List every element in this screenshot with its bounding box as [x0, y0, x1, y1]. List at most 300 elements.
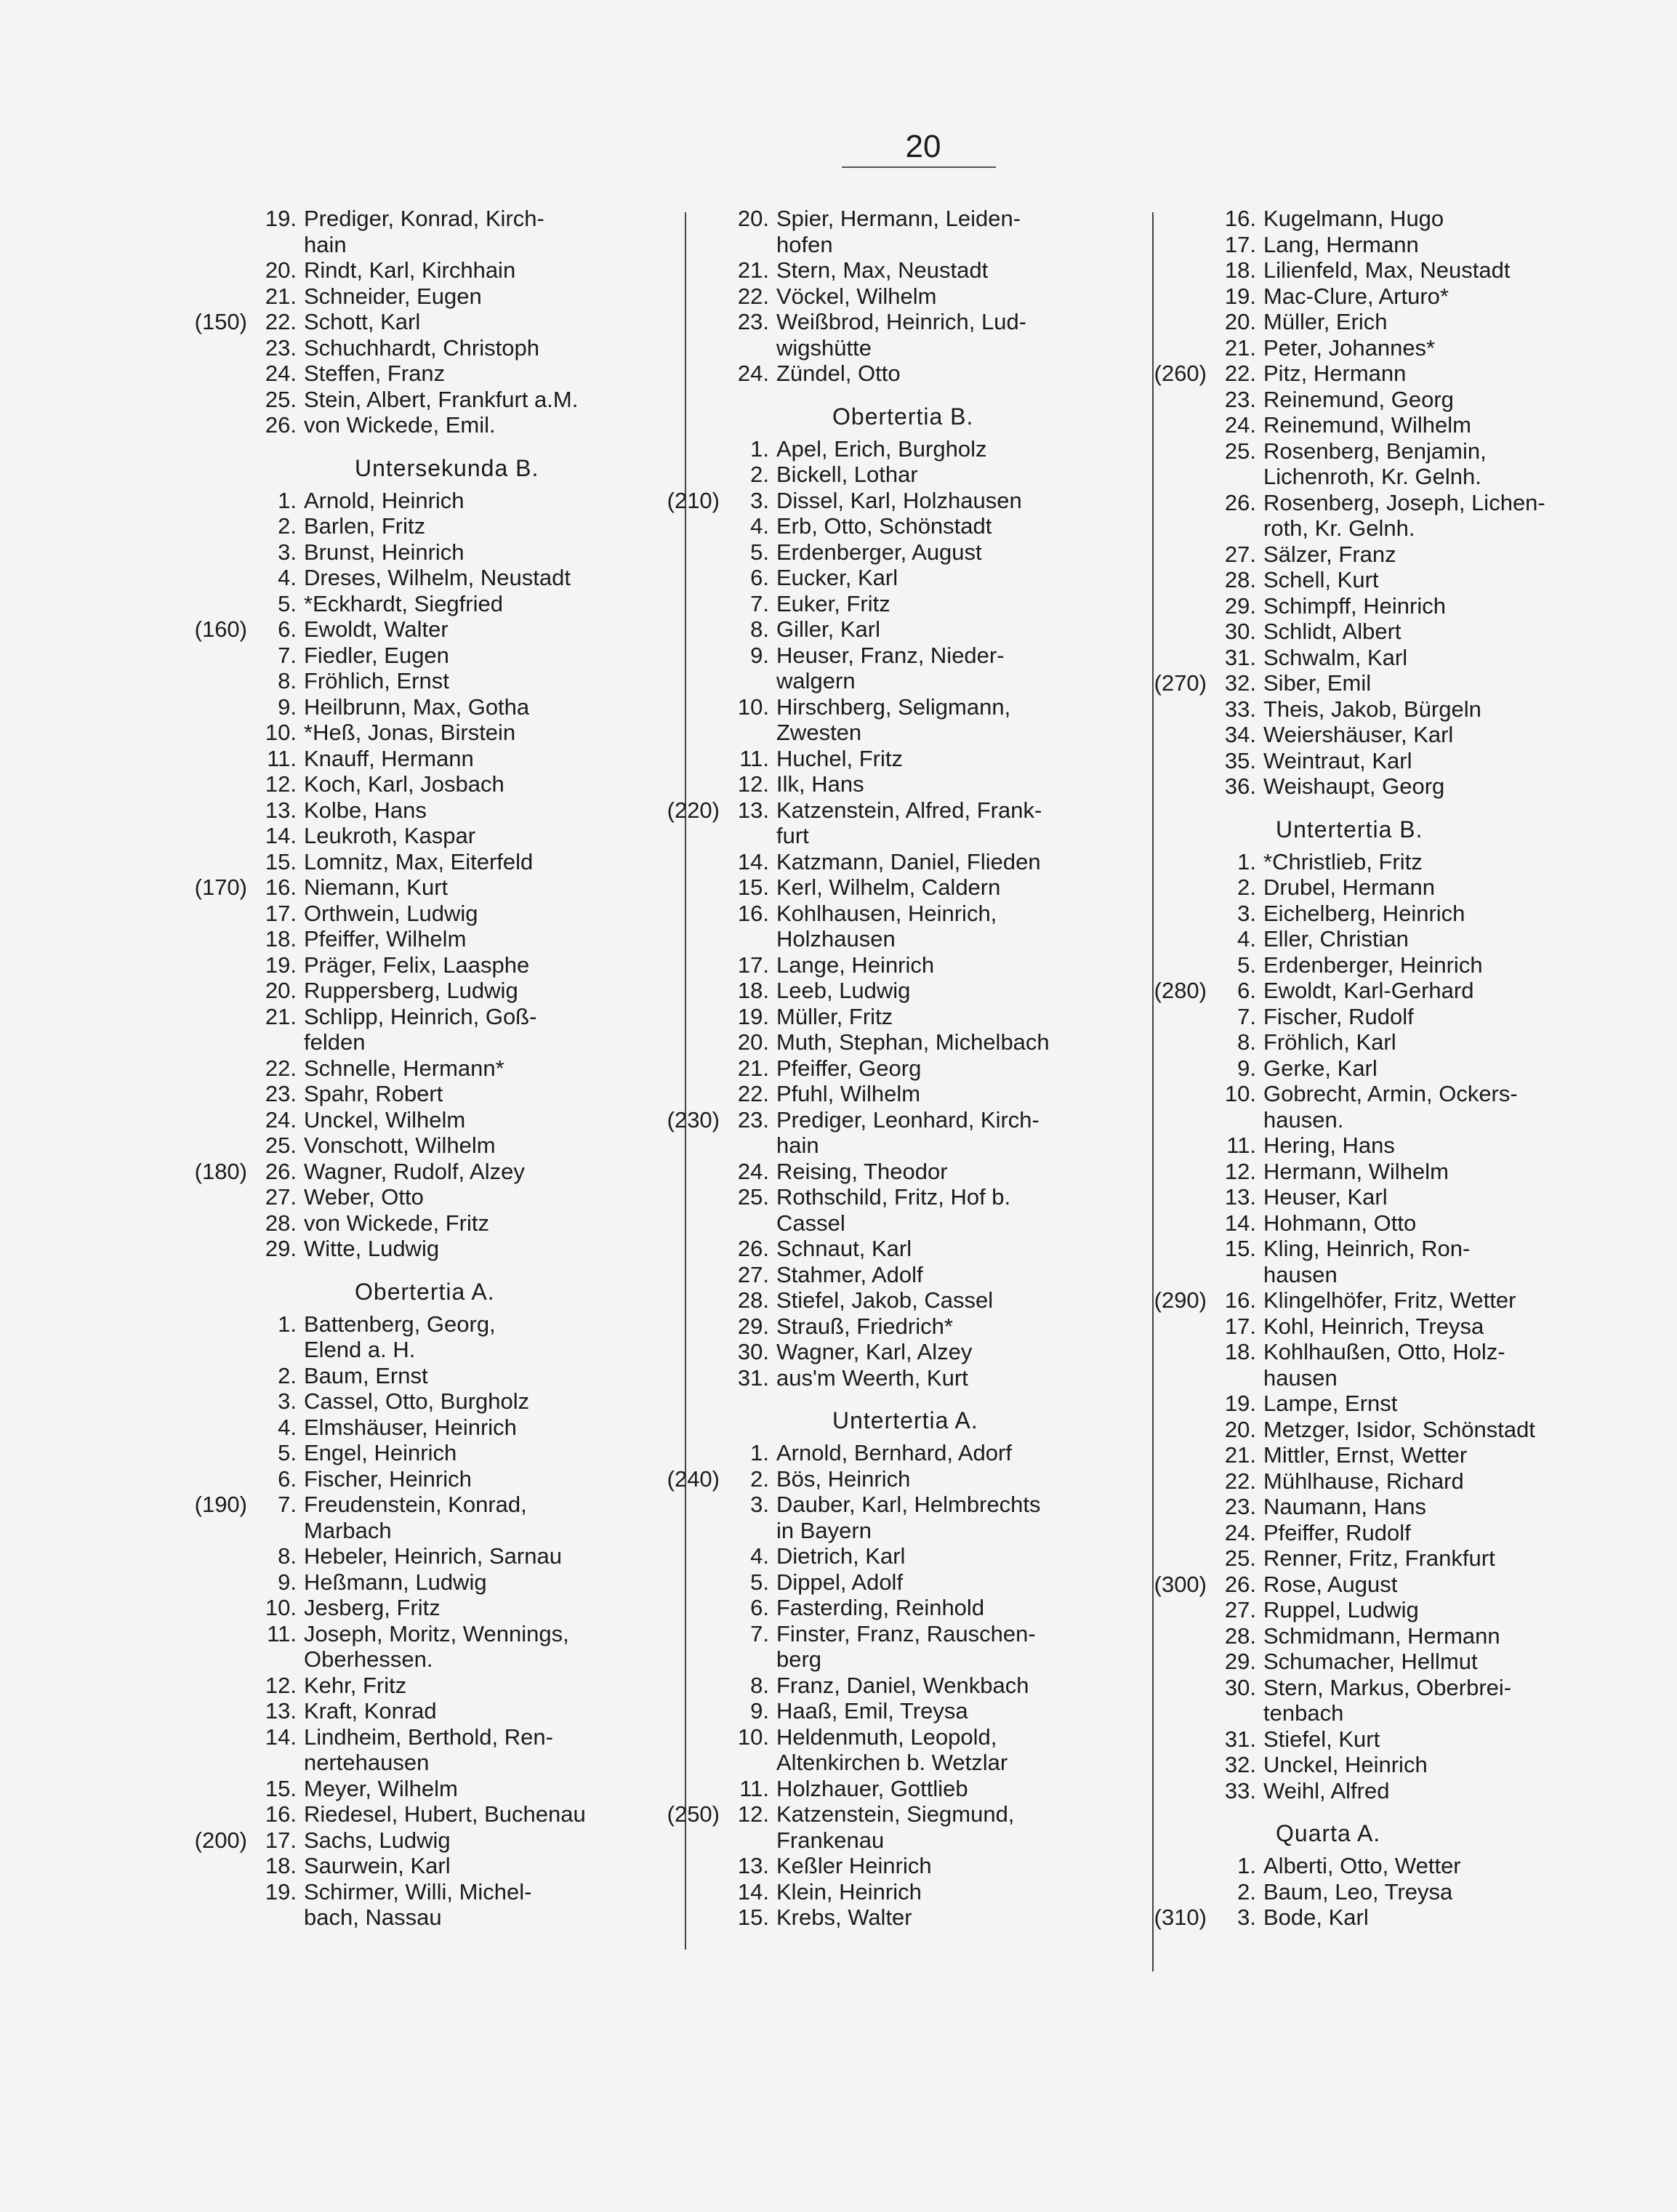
student-entry — [182, 335, 676, 361]
entry-number: 25. — [1224, 1545, 1256, 1571]
class-heading: Quarta A. — [1276, 1820, 1381, 1846]
entry-number: 20. — [265, 978, 297, 1003]
student-entry — [1141, 1752, 1650, 1778]
student-entry — [654, 746, 1149, 772]
student-name: Wagner, Karl, Alzey — [776, 1339, 973, 1364]
student-entry — [654, 1159, 1149, 1185]
student-entry — [654, 1569, 1149, 1596]
student-name: Erdenberger, Heinrich — [1263, 952, 1483, 978]
student-entry — [1141, 232, 1650, 258]
student-entry — [1141, 1545, 1650, 1572]
entry-number: 15. — [1224, 1236, 1256, 1261]
student-entry — [654, 206, 1149, 232]
student-entry — [182, 309, 676, 335]
student-name: Spahr, Robert — [304, 1081, 443, 1106]
page-number-rule — [842, 166, 996, 168]
student-entry — [182, 901, 676, 927]
student-name: Schell, Kurt — [1263, 567, 1379, 592]
student-name: Katzmann, Daniel, Flieden — [776, 848, 1041, 874]
student-name: Lindheim, Berthold, Ren- — [304, 1724, 553, 1750]
student-name: Reising, Theodor — [776, 1158, 948, 1184]
student-entry — [1141, 1029, 1650, 1055]
student-name: Klingelhöfer, Fritz, Wetter — [1263, 1287, 1516, 1313]
student-entry — [182, 1543, 676, 1569]
student-entry — [1141, 1623, 1650, 1649]
entry-number: 2. — [278, 1362, 297, 1388]
entry-number: 26. — [265, 412, 297, 438]
student-name: Bode, Karl — [1263, 1905, 1369, 1930]
entry-number: 11. — [1226, 1133, 1256, 1158]
student-name: Lomnitz, Max, Eiterfeld — [304, 848, 534, 874]
entry-number: 2. — [750, 462, 769, 487]
student-name: Leeb, Ludwig — [776, 978, 911, 1003]
entry-number: 17. — [265, 900, 297, 926]
running-count: (290) — [1154, 1287, 1207, 1313]
student-entry — [182, 616, 676, 643]
student-entry — [1141, 926, 1650, 952]
running-count: (250) — [667, 1801, 720, 1827]
student-entry — [1141, 567, 1650, 593]
student-entry — [1141, 1184, 1650, 1210]
student-entry — [182, 1159, 676, 1185]
student-entry — [182, 539, 676, 566]
student-name-continuation: tenbach — [1263, 1700, 1344, 1726]
student-entry — [1141, 412, 1650, 438]
entry-number: 24. — [737, 361, 769, 386]
entry-number: 8. — [278, 668, 297, 693]
student-name: Naumann, Hans — [1263, 1494, 1427, 1519]
student-name: Lange, Heinrich — [776, 952, 935, 978]
entry-number: 12. — [265, 1672, 297, 1698]
student-entry — [1141, 1133, 1650, 1159]
student-entry — [182, 874, 676, 901]
student-name: Elmshäuser, Heinrich — [304, 1414, 517, 1440]
student-entry — [654, 1853, 1149, 1879]
student-entry — [182, 206, 676, 232]
entry-number: 13. — [737, 797, 769, 823]
student-entry — [654, 1236, 1149, 1262]
student-name: Prediger, Leonhard, Kirch- — [776, 1106, 1039, 1133]
student-name: Hering, Hans — [1263, 1133, 1395, 1158]
entry-number: 25. — [265, 386, 297, 412]
entry-number: 26. — [737, 1236, 769, 1261]
student-entry — [182, 1004, 676, 1030]
entry-number: 16. — [265, 874, 297, 900]
student-entry — [182, 257, 676, 283]
student-name: Wagner, Rudolf, Alzey — [304, 1158, 525, 1184]
student-entry — [182, 797, 676, 824]
entry-number: 22. — [1224, 361, 1256, 386]
student-entry — [182, 926, 676, 952]
entry-number: 8. — [278, 1543, 297, 1569]
class-heading: Untersekunda B. — [355, 454, 539, 481]
entry-number: 3. — [750, 487, 769, 513]
student-entry — [1141, 1236, 1650, 1262]
column-3 — [1141, 206, 1650, 1931]
entry-number: 22. — [737, 283, 769, 309]
student-name: Rosenberg, Benjamin, — [1263, 438, 1487, 464]
entry-number: 10. — [265, 720, 297, 745]
running-count: (270) — [1154, 670, 1207, 696]
entry-number: 19. — [265, 1878, 297, 1905]
student-entry — [1141, 874, 1650, 901]
student-name: Hebeler, Heinrich, Sarnau — [304, 1543, 562, 1569]
student-name: Knauff, Hermann — [304, 745, 474, 771]
student-entry — [182, 1363, 676, 1389]
student-name: Vöckel, Wilhelm — [776, 283, 937, 309]
student-name: Zündel, Otto — [776, 361, 901, 386]
student-entry — [182, 1055, 676, 1082]
student-name: Prediger, Konrad, Kirch- — [304, 206, 544, 231]
entry-number: 27. — [265, 1184, 297, 1210]
student-entry — [654, 361, 1149, 387]
entry-number: 31. — [1224, 644, 1256, 670]
student-entry — [1141, 1905, 1650, 1931]
student-entry — [182, 849, 676, 875]
entry-number: 8. — [1237, 1029, 1256, 1055]
running-count: (230) — [667, 1106, 720, 1133]
student-name: Dreses, Wilhelm, Neustadt — [304, 565, 571, 590]
entry-number: 34. — [1224, 722, 1256, 747]
student-entry — [182, 1440, 676, 1466]
student-name: Barlen, Fritz — [304, 513, 426, 539]
student-name: Mac-Clure, Arturo* — [1263, 283, 1449, 309]
student-entry — [654, 1698, 1149, 1724]
entry-number: 13. — [265, 1698, 297, 1724]
entry-number: 13. — [737, 1853, 769, 1878]
student-entry — [1141, 490, 1650, 516]
entry-number: 24. — [737, 1158, 769, 1184]
student-name: Alberti, Otto, Wetter — [1263, 1853, 1461, 1878]
entry-number: 6. — [278, 1465, 297, 1492]
entry-number: 14. — [737, 1878, 769, 1905]
student-name: Sachs, Ludwig — [304, 1827, 451, 1853]
student-name: Weiershäuser, Karl — [1263, 722, 1454, 747]
entry-number: 23. — [265, 334, 297, 361]
student-name: Drubel, Hermann — [1263, 874, 1436, 900]
student-name: Fasterding, Reinhold — [776, 1595, 985, 1620]
student-entry — [1141, 438, 1650, 464]
student-name: Strauß, Friedrich* — [776, 1313, 953, 1339]
student-entry — [654, 1029, 1149, 1055]
student-name-continuation: furt — [776, 823, 809, 848]
student-name: Koch, Karl, Josbach — [304, 771, 504, 797]
entry-number: 14. — [737, 848, 769, 874]
entry-number: 27. — [1224, 1597, 1256, 1622]
student-name: Schuchhardt, Christoph — [304, 334, 539, 361]
student-entry — [182, 565, 676, 591]
student-name: Weishaupt, Georg — [1263, 773, 1445, 799]
entry-number: 5. — [750, 539, 769, 565]
student-name: Rose, August — [1263, 1571, 1398, 1597]
entry-number: 1. — [278, 1311, 297, 1337]
student-entry — [654, 616, 1149, 643]
student-name: Hermann, Wilhelm — [1263, 1158, 1449, 1184]
student-entry — [1141, 1468, 1650, 1495]
student-entry — [182, 361, 676, 387]
student-entry — [654, 1595, 1149, 1621]
entry-number: 33. — [1224, 1777, 1256, 1803]
entry-number: 30. — [1224, 1674, 1256, 1700]
student-entry — [182, 1081, 676, 1107]
entry-number: 23. — [737, 309, 769, 334]
entry-number: 9. — [1237, 1055, 1256, 1081]
student-name: aus'm Weerth, Kurt — [776, 1364, 968, 1391]
entry-number: 5. — [750, 1569, 769, 1595]
student-name: Dauber, Karl, Helmbrechts — [776, 1492, 1041, 1517]
student-entry — [182, 668, 676, 694]
entry-number: 14. — [265, 1724, 297, 1750]
entry-number: 4. — [278, 565, 297, 590]
student-name: Stern, Max, Neustadt — [776, 257, 989, 283]
student-entry — [1141, 645, 1650, 671]
student-entry — [654, 257, 1149, 283]
entry-number: 25. — [1224, 438, 1256, 464]
student-name: Mühlhause, Richard — [1263, 1468, 1464, 1494]
student-entry — [654, 694, 1149, 720]
student-entry — [1141, 361, 1650, 387]
entry-number: 23. — [1224, 386, 1256, 412]
student-name-continuation: walgern — [776, 668, 856, 693]
entry-number: 21. — [1224, 334, 1256, 361]
student-entry — [182, 1801, 676, 1827]
student-name: Dissel, Karl, Holzhausen — [776, 487, 1022, 513]
student-entry — [1141, 722, 1650, 748]
student-name: Stern, Markus, Oberbrei- — [1263, 1674, 1512, 1700]
entry-number: 14. — [265, 823, 297, 848]
student-entry — [654, 874, 1149, 901]
entry-number: 21. — [737, 1055, 769, 1081]
entry-number: 8. — [750, 1672, 769, 1698]
entry-number: 23. — [1224, 1494, 1256, 1519]
student-name: Baum, Ernst — [304, 1362, 428, 1388]
entry-number: 9. — [750, 1698, 769, 1724]
student-entry — [182, 1388, 676, 1415]
page-number: 20 — [905, 129, 941, 164]
student-name: Schwalm, Karl — [1263, 644, 1408, 670]
student-entry — [1141, 1055, 1650, 1082]
student-name: Bös, Heinrich — [776, 1465, 911, 1492]
student-name: Kling, Heinrich, Ron- — [1263, 1236, 1471, 1261]
student-name-continuation: berg — [776, 1646, 822, 1672]
student-name: Siber, Emil — [1263, 670, 1372, 696]
student-name: Fischer, Heinrich — [304, 1465, 472, 1492]
student-name: Dietrich, Karl — [776, 1543, 906, 1569]
student-name: Unckel, Wilhelm — [304, 1106, 466, 1133]
entry-number: 22. — [265, 1055, 297, 1081]
student-entry — [1141, 1494, 1650, 1520]
student-entry — [182, 1311, 676, 1338]
student-entry — [654, 1724, 1149, 1750]
student-name: Ruppersberg, Ludwig — [304, 978, 518, 1003]
student-name: Leukroth, Kaspar — [304, 823, 476, 848]
entry-number: 7. — [750, 590, 769, 616]
entry-number: 29. — [1224, 592, 1256, 619]
column-1 — [182, 206, 676, 1931]
student-name: Heilbrunn, Max, Gotha — [304, 693, 530, 720]
student-entry — [182, 720, 676, 746]
entry-number: 7. — [750, 1620, 769, 1646]
student-entry — [654, 1879, 1149, 1905]
student-entry — [182, 694, 676, 720]
student-entry — [1141, 283, 1650, 310]
student-name: Rosenberg, Joseph, Lichen- — [1263, 489, 1545, 515]
entry-number: 22. — [265, 309, 297, 334]
entry-number: 26. — [265, 1158, 297, 1184]
class-heading: Obertertia A. — [355, 1278, 495, 1305]
student-name: Kolbe, Hans — [304, 797, 427, 823]
student-name: Muth, Stephan, Michelbach — [776, 1029, 1050, 1055]
student-name: Ewoldt, Walter — [304, 616, 449, 642]
entry-number: 19. — [737, 1003, 769, 1029]
student-name: Kerl, Wilhelm, Caldern — [776, 874, 1001, 900]
student-name: Arnold, Heinrich — [304, 487, 465, 513]
student-name: Finster, Franz, Rauschen- — [776, 1620, 1036, 1646]
entry-number: 21. — [265, 1003, 297, 1029]
entry-number: 15. — [737, 1905, 769, 1930]
student-entry — [182, 1492, 676, 1518]
student-entry — [182, 1879, 676, 1905]
student-entry — [654, 1262, 1149, 1288]
running-count: (160) — [194, 616, 247, 642]
student-entry — [1141, 1442, 1650, 1468]
student-name: von Wickede, Fritz — [304, 1210, 489, 1236]
student-entry — [182, 643, 676, 669]
student-entry — [182, 823, 676, 849]
entry-number: 3. — [278, 539, 297, 565]
entry-number: 30. — [1224, 619, 1256, 644]
student-name: Pfeiffer, Georg — [776, 1055, 922, 1081]
entry-number: 18. — [1224, 1339, 1256, 1364]
student-entry — [654, 849, 1149, 875]
entry-number: 21. — [737, 257, 769, 283]
entry-number: 32. — [1224, 670, 1256, 696]
entry-number: 17. — [1224, 231, 1256, 257]
entry-number: 4. — [278, 1414, 297, 1440]
student-entry — [1141, 1391, 1650, 1417]
class-heading: Untertertia B. — [1276, 816, 1423, 842]
student-name: Joseph, Moritz, Wennings, — [304, 1620, 569, 1646]
entry-number: 28. — [265, 1210, 297, 1236]
entry-number: 4. — [1237, 926, 1256, 952]
student-entry — [654, 901, 1149, 927]
class-heading: Untertertia A. — [832, 1407, 978, 1433]
entry-number: 10. — [737, 693, 769, 720]
student-name-continuation: Marbach — [304, 1517, 392, 1543]
student-entry — [1141, 773, 1650, 800]
entry-number: 28. — [1224, 1622, 1256, 1649]
entry-number: 28. — [737, 1287, 769, 1313]
student-entry — [182, 1466, 676, 1492]
entry-number: 25. — [737, 1184, 769, 1210]
student-entry — [182, 1673, 676, 1699]
student-name-continuation: Frankenau — [776, 1827, 885, 1853]
student-entry — [1141, 849, 1650, 875]
entry-number: 17. — [1224, 1313, 1256, 1339]
entry-number: 2. — [1237, 874, 1256, 900]
student-entry — [1141, 1726, 1650, 1753]
entry-number: 23. — [265, 1081, 297, 1106]
student-name: Schott, Karl — [304, 309, 421, 334]
student-name-continuation: Altenkirchen b. Wetzlar — [776, 1750, 1008, 1775]
entry-number: 1. — [1237, 1853, 1256, 1878]
student-entry — [1141, 1339, 1650, 1365]
student-entry — [654, 1673, 1149, 1699]
student-name: Weißbrod, Heinrich, Lud- — [776, 309, 1027, 334]
student-entry — [654, 283, 1149, 310]
entry-number: 24. — [1224, 1519, 1256, 1545]
student-name: Reinemund, Georg — [1263, 386, 1454, 412]
student-entry — [654, 488, 1149, 514]
student-entry — [182, 1698, 676, 1724]
student-name: Euker, Fritz — [776, 590, 890, 616]
entry-number: 15. — [265, 1775, 297, 1801]
entry-number: 2. — [1237, 1878, 1256, 1905]
student-entry — [1141, 1675, 1650, 1701]
class-heading: Obertertia B. — [832, 403, 974, 430]
entry-number: 9. — [278, 1569, 297, 1595]
entry-number: 27. — [1224, 541, 1256, 567]
student-name-continuation: wigshütte — [776, 334, 872, 361]
student-entry — [654, 1055, 1149, 1082]
student-entry — [654, 1365, 1149, 1391]
student-entry — [182, 1133, 676, 1159]
student-entry — [1141, 206, 1650, 232]
student-entry — [1141, 1572, 1650, 1598]
student-entry — [1141, 1520, 1650, 1546]
student-name: Kehr, Fritz — [304, 1672, 407, 1698]
student-name: Lilienfeld, Max, Neustadt — [1263, 257, 1511, 283]
student-name: Witte, Ludwig — [304, 1236, 440, 1261]
entry-number: 9. — [278, 693, 297, 720]
student-name-continuation: hausen. — [1263, 1106, 1344, 1133]
student-entry — [1141, 696, 1650, 723]
running-count: (310) — [1154, 1905, 1207, 1930]
student-entry — [1141, 619, 1650, 645]
student-entry — [182, 1724, 676, 1750]
entry-number: 12. — [737, 1801, 769, 1827]
entry-number: 11. — [267, 745, 297, 771]
running-count: (150) — [194, 309, 247, 334]
student-entry — [1141, 1597, 1650, 1623]
student-name: *Christlieb, Fritz — [1263, 848, 1423, 874]
student-name-continuation: nertehausen — [304, 1750, 430, 1775]
entry-number: 10. — [737, 1724, 769, 1750]
entry-number: 6. — [1237, 978, 1256, 1003]
student-name: Engel, Heinrich — [304, 1440, 457, 1465]
student-name: Dippel, Adolf — [776, 1569, 904, 1595]
student-name-continuation: Elend a. H. — [304, 1337, 416, 1362]
entry-number: 12. — [737, 771, 769, 797]
student-name: Eichelberg, Heinrich — [1263, 900, 1465, 926]
student-name-continuation: Lichenroth, Kr. Gelnh. — [1263, 464, 1481, 489]
entry-number: 3. — [1237, 1905, 1256, 1930]
entry-number: 27. — [737, 1261, 769, 1287]
entry-number: 11. — [739, 1775, 769, 1801]
entry-number: 18. — [1224, 257, 1256, 283]
entry-number: 12. — [1224, 1158, 1256, 1184]
entry-number: 6. — [750, 565, 769, 590]
entry-number: 19. — [1224, 283, 1256, 309]
student-entry — [182, 1776, 676, 1802]
student-name: Arnold, Bernhard, Adorf — [776, 1440, 1012, 1465]
entry-number: 20. — [1224, 1416, 1256, 1442]
student-name: Erdenberger, August — [776, 539, 982, 565]
entry-number: 26. — [1224, 489, 1256, 515]
student-name: Heuser, Karl — [1263, 1184, 1388, 1210]
student-entry — [182, 771, 676, 797]
entry-number: 15. — [737, 874, 769, 900]
